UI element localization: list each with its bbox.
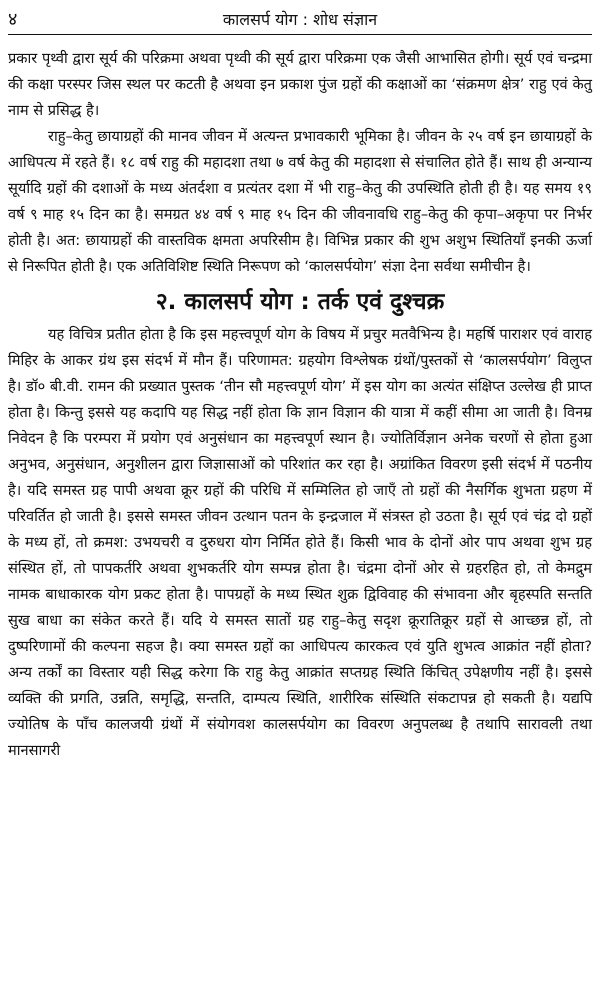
page-number: ४ (8, 9, 18, 30)
paragraph-rahu-ketu: राहु–केतु छायाग्रहों की मानव जीवन में अत्यन्त प्रभावकारी भूमिका है। जीवन के २५ वर्ष इन छायाग्रहों के आधिपत्य में रहते हैं। १८ वर्ष राहु की महादशा तथा ७ वर्ष केतु की महादशा से संचालित होते हैं। साथ ही अन्यान्य सूर्यादि ग्रहों की दशाओं के मध्य अंतर्दशा व प्रत्यंतर दशा में भी राहु–केतु की उपस्थिति होती ही है। यह समय १९ वर्ष ९ माह १५ दिन का है। समग्रत ४४ वर्ष ९ माह १५ दिन की जीवनावधि राहु–केतु की कृपा–अकृपा पर निर्भर होती है। अत: छायाग्रहों की वास्तविक क्षमता अपरिसीम है। विभिन्न प्रकार की शुभ अशुभ स्थितियाँ इनकी ऊर्जा से निरूपित होती है। एक अतिविशिष्ट स्थिति निरूपण को ‘कालसर्पयोग’ संज्ञा देना सर्वथा समीचीन है। (8, 128, 592, 275)
section-heading: २. कालसर्प योग : तर्क एवं दुश्चक्र (155, 289, 445, 315)
body-text (8, 46, 592, 764)
paragraph-continued: प्रकार पृथ्वी द्वारा सूर्य की परिक्रमा अथवा पृथ्वी की सूर्य द्वारा परिक्रमा एक जैसी आभासित होगी। सूर्य एवं चन्द्रमा की कक्षा परस्पर जिस स्थल पर कटती है अथवा इन प्रकाश पुंज ग्रहों की कक्षाओं का ‘संक्रमण क्षेत्र’ राहु एवं केतु नाम से प्रसिद्ध है। (8, 50, 592, 119)
paragraph-kalsarp: यह विचित्र प्रतीत होता है कि इस महत्त्वपूर्ण योग के विषय में प्रचुर मतवैभिन्य है। महर्षि पाराशर एवं वाराह मिहिर के आकर ग्रंथ इस संदर्भ में मौन हैं। परिणामत: ग्रहयोग विश्लेषक ग्रंथों/पुस्तकों से ‘कालसर्पयोग’ विलुप्त है। डॉ० बी.वी. रामन की प्रख्यात पुस्तक ‘तीन सौ महत्त्वपूर्ण योग’ में इस योग का अत्यंत संक्षिप्त उल्लेख ही प्राप्त होता है। किन्तु इससे यह कदापि यह सिद्ध नहीं होता कि ज्ञान विज्ञान की यात्रा में कहीं सीमा आ जाती है। विनम्र निवेदन है कि परम्परा में प्रयोग एवं अनुसंधान का महत्त्वपूर्ण स्थान है। ज्योतिर्विज्ञान अनेक चरणों से होता हुआ अनुभव, अनुसंधान, अनुशीलन द्वारा जिज्ञासाओं को परिशांत कर रहा है। अग्रांकित विवरण इसी संदर्भ में पठनीय है। यदि समस्त ग्रह पापी अथवा क्रूर ग्रहों की परिधि में सम्मिलित हो जाएँ तो ग्रहों की नैसर्गिक शुभता ग्रहण में परिवर्तित हो जाती है। इससे समस्त जीवन उत्थान पतन के इन्द्रजाल में संत्रस्त हो उठता है। सूर्य एवं चंद्र दो ग्रहों के मध्य हों, तो क्रमश: उभयचरी व दुरुधरा योग निर्मित होते हैं। किसी भाव के दोनों ओर पाप अथवा शुभ ग्रह संस्थित हों, तो पापकर्तरि अथवा शुभकर्तरि योग सम्पन्न होता है। चंद्रमा दोनों ओर से ग्रहरहित हो, तो केमद्रुम नामक बाधाकारक योग प्रकट होता है। पापग्रहों के मध्य स्थित शुक्र द्विविवाह की संभावना और बृहस्पति सन्तति सुख बाधा का संकेत करते हैं। यदि ये समस्त सातों ग्रह राहु–केतु सदृश क्रूरातिक्रूर ग्रहों से आच्छन्न हों, तो दुष्परिणामों की कल्पना सहज है। क्या समस्त ग्रहों का आधिपत्य कारकत्व एवं युति शुभत्व आक्रांत नहीं होता? अन्य तर्कों का विस्तार यही सिद्ध करेगा कि राहु केतु आक्रांत सप्तग्रह स्थिति किंचित् उपेक्षणीय नहीं है। इससे व्यक्ति की प्रगति, उन्नति, समृद्धि, सन्तति, दाम्पत्य स्थिति, शारीरिक संस्थिति संकटापन्न हो सकती है। यद्यपि ज्योतिष के पाँच कालजयी ग्रंथों में संयोगवश कालसर्पयोग का विवरण अनुपलब्ध है तथापि सारावली तथा मानसागरी (8, 326, 592, 759)
running-title: कालसर्प योग : शोध संज्ञान (222, 10, 378, 29)
page-header (8, 4, 592, 35)
